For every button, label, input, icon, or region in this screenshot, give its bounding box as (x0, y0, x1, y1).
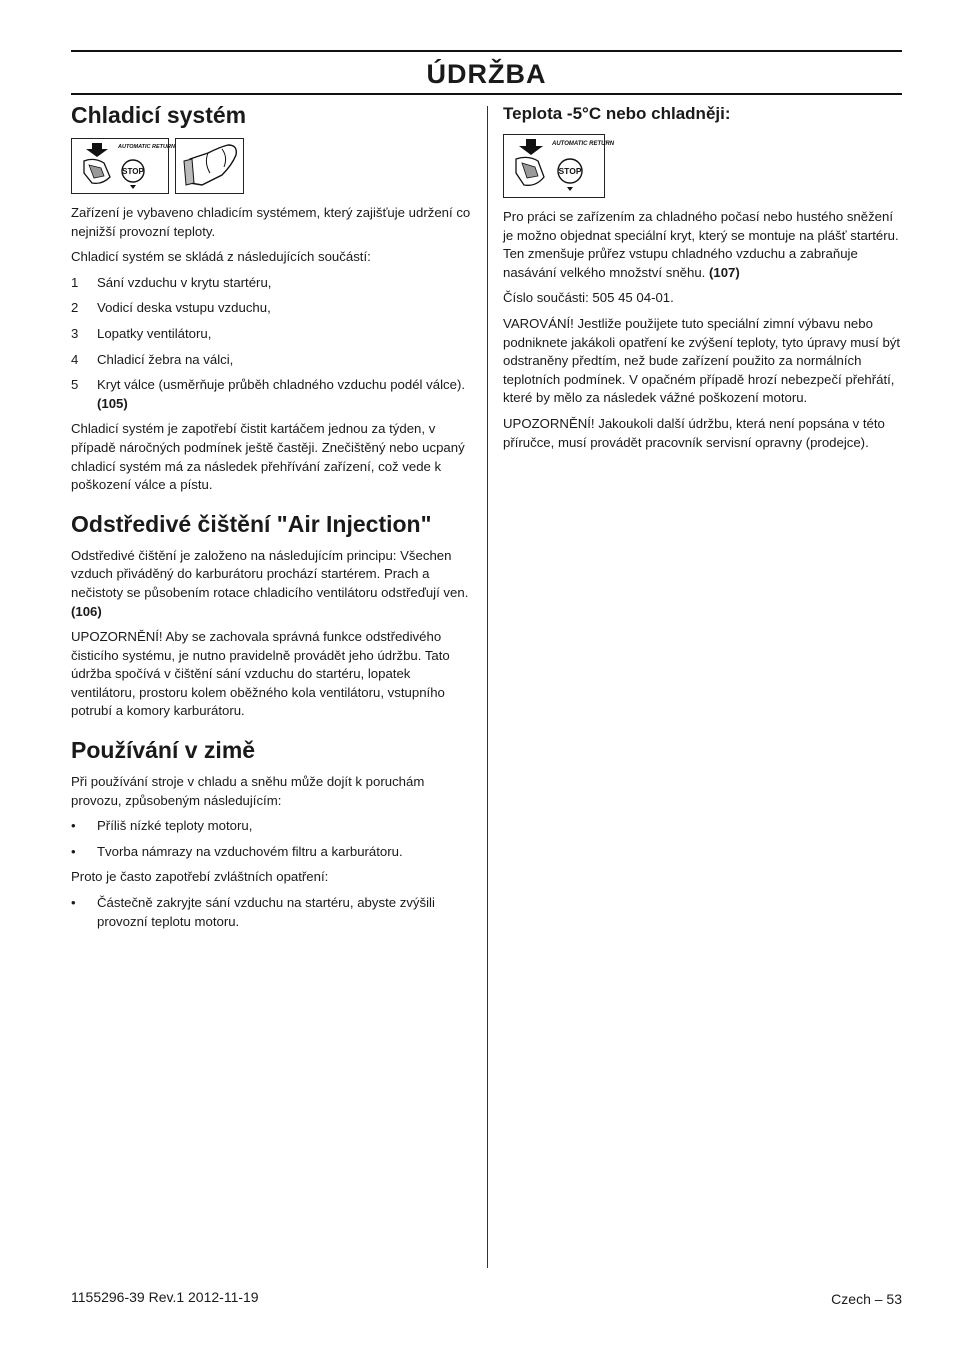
left-column (71, 100, 471, 938)
figure-reference: (107) (709, 264, 740, 280)
cooling-components-intro: Chladicí systém se skládá z následujících součástí: (71, 249, 371, 265)
winter-measures-list (71, 894, 471, 931)
list-item: 2 Vodicí deska vstupu vzduchu, (71, 300, 271, 316)
cooling-icons (71, 138, 471, 194)
stop-switch-icon (503, 134, 615, 198)
section-title: ÚDRŽBA (426, 59, 547, 89)
stop-switch-icon (71, 138, 175, 194)
glove-icon (175, 138, 244, 194)
list-item: 5 Kryt válce (usměrňuje průběh chladného vzduchu podél válce). (105) (71, 377, 465, 411)
winter-heading: Používání v zimě (71, 737, 256, 764)
svg-text:AUTOMATIC RETURN: AUTOMATIC RETURN (552, 141, 615, 147)
part-number: Číslo součásti: 505 45 04-01. (503, 290, 674, 306)
svg-text:STOP: STOP (558, 166, 582, 176)
list-item: 1 Sání vzduchu v krytu startéru, (71, 274, 272, 290)
figure-reference: (105) (97, 395, 128, 411)
cooling-heading: Chladicí systém (71, 102, 247, 128)
winter-kit-text: Pro práci se zařízením za chladného počasí nebo hustého sněžení je možno objednat speciální kryt, který se montuje na plášť startéru. Ten zmenšuje průřez vstupu chladného vzduchu a zabraňuje nasávání velkého množství sněhu. (107) (503, 209, 899, 280)
list-item: 4 Chladicí žebra na válci, (71, 351, 234, 367)
page-number: Czech – 53 (831, 1291, 902, 1307)
cooling-components-list (71, 274, 471, 414)
winter-measures-intro: Proto je často zapotřebí zvláštních opatření: (71, 869, 329, 885)
document-id: 1155296-39 Rev.1 2012-11-19 (71, 1289, 259, 1305)
top-rule (71, 50, 902, 52)
column-divider (487, 106, 488, 1268)
cold-temperature-icons (503, 134, 903, 198)
cold-temperature-heading: Teplota -5°C nebo chladněji: (503, 104, 731, 123)
air-injection-principle: Odstředivé čištění je založeno na následujícím principu: Všechen vzduch přiváděný do karburátoru prochází startérem. Prach a nečistoty se působením rotace chladicího ventilátoru odstřeďují ven. (106) (71, 547, 469, 619)
list-item: • Částečně zakryjte sání vzduchu na startéru, abyste zvýšili provozní teplotu motoru. (71, 895, 435, 929)
winter-causes-list (71, 817, 471, 861)
list-item: • Příliš nízké teploty motoru, (71, 818, 253, 834)
svg-text:AUTOMATIC RETURN: AUTOMATIC RETURN (118, 144, 175, 150)
right-column (503, 102, 903, 459)
list-item: • Tvorba námrazy na vzduchovém filtru a karburátoru. (71, 843, 403, 859)
svg-text:STOP: STOP (122, 167, 144, 176)
cooling-intro: Zařízení je vybaveno chladicím systémem, který zajišťuje udržení co nejnižší provozní teploty. (71, 205, 471, 239)
figure-reference: (106) (71, 603, 102, 619)
section-rule (71, 93, 902, 95)
warning-text: VAROVÁNÍ! Jestliže použijete tuto speciální zimní výbavu nebo podniknete jakákoli opatření ke zvýšení teploty, tyto úpravy musí být odstraněny předtím, než bude zařízení použito za normálních teplotních podmínek. V opačném případě hrozí nebezpečí přehřátí, které by mělo za následek vážné poškození motoru. (503, 315, 901, 406)
cooling-cleaning-text: Chladicí systém je zapotřebí čistit kartáčem jednou za týden, v případě náročných podmínek ještě častěji. Znečištěný nebo ucpaný chladicí systém má za následek přehřívání zařízení, což vede k poškození válce a pístu. (71, 421, 465, 493)
air-injection-notice: UPOZORNĚNÍ! Aby se zachovala správná funkce odstředivého čisticího systému, je nutno pravidelně provádět jeho údržbu. Tato údržba spočívá v čištění sání vzduchu do startéru, lopatek ventilátoru, prostoru kolem oběžného kola ventilátoru, vstupního potrubí a komory karburátoru. (71, 629, 450, 719)
list-item: 3 Lopatky ventilátoru, (71, 325, 212, 341)
air-injection-heading: Odstředivé čištění "Air Injection" (71, 510, 432, 537)
winter-intro: Při používání stroje v chladu a sněhu může dojít k poruchám provozu, způsobeným následujícím: (71, 774, 425, 808)
notice-text: UPOZORNĚNÍ! Jakoukoli další údržbu, která není popsána v této příručce, musí provádět pracovník servisní opravny (prodejce). (503, 415, 885, 450)
